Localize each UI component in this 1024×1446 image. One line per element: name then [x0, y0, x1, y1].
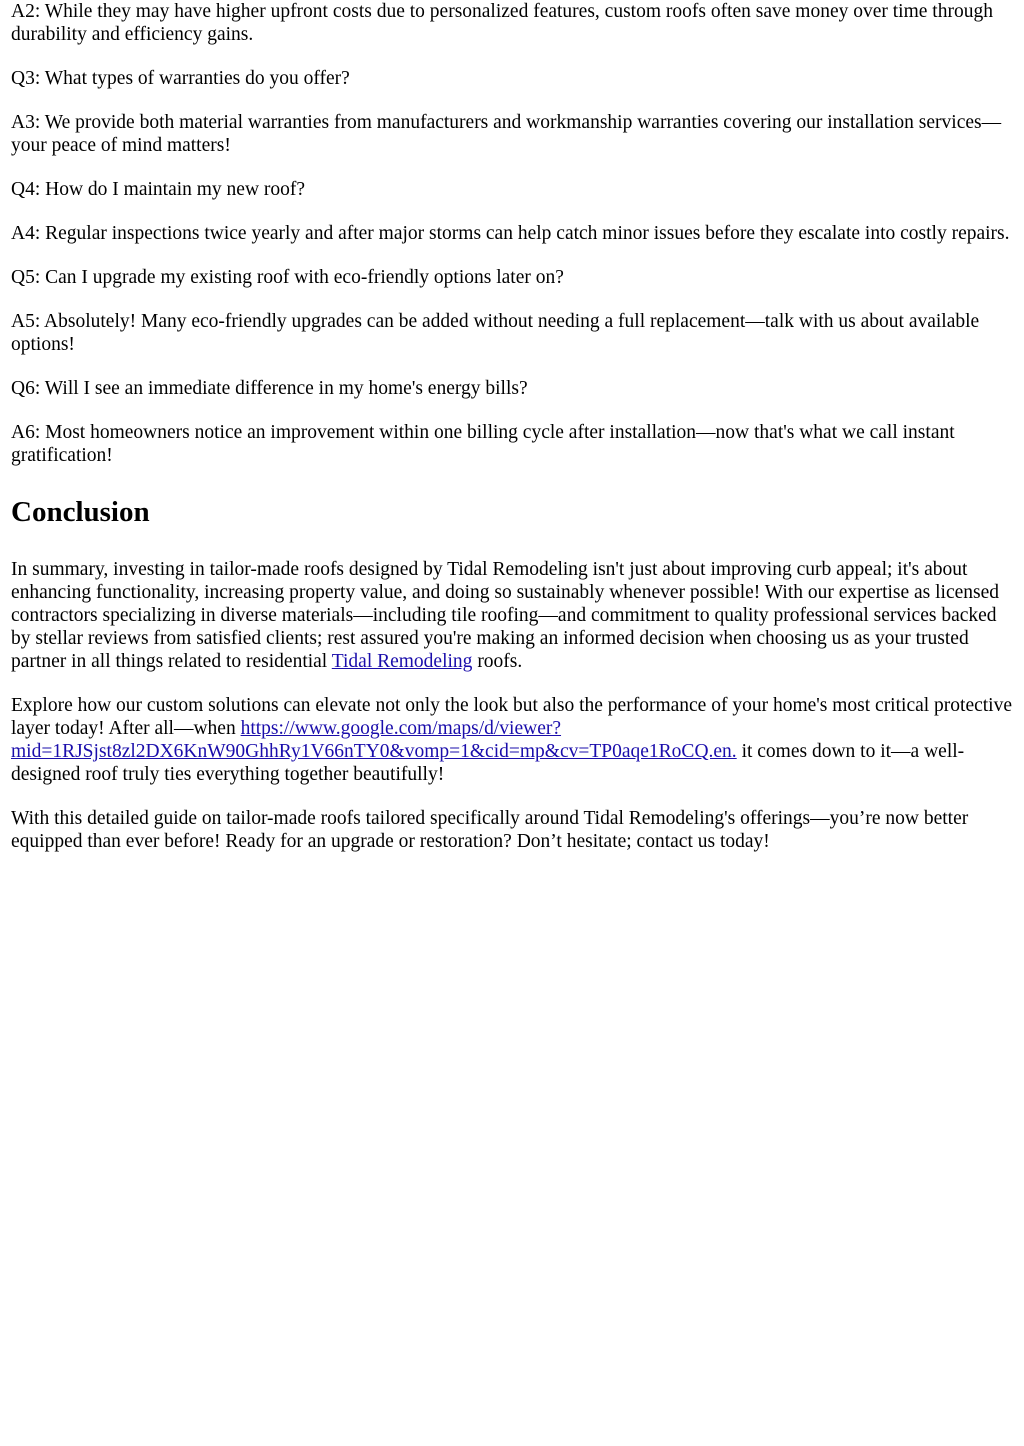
- conclusion-paragraph-3: With this detailed guide on tailor-made roofs tailored specifically around Tidal Remodeling's offerings—you’re now better equipped than ever before! Ready for an upgrade or restoration? Don’t hesitate; contact us today!: [11, 808, 969, 852]
- google-maps-link-line1: https://www.google.com/maps/d/viewer?: [240, 718, 562, 739]
- conclusion-p1-text-before: In summary, investing in tailor-made roofs designed by Tidal Remodeling isn't just about improving curb appeal; it's about enhancing functionality, increasing property value, and doing so sustainably whenever possible! With our expertise as licensed contractors specializing in diverse materials—including tile roofing—and commitment to quality professional services backed by stellar reviews from satisfied clients; rest assured you're making an informed decision when choosing us as your trusted partner in all things related to residential: [11, 559, 1000, 672]
- faq-answer-5: A5: Absolutely! Many eco-friendly upgrades can be added without needing a full replacement—talk with us about available options!: [11, 311, 980, 355]
- faq-question-5: Q5: Can I upgrade my existing roof with eco-friendly options later on?: [11, 267, 564, 288]
- conclusion-heading: Conclusion: [11, 496, 150, 528]
- conclusion-p2-text-after: it comes down to it—a well-designed roof truly ties everything together beautifully!: [11, 741, 965, 785]
- faq-question-4: Q4: How do I maintain my new roof?: [11, 179, 306, 200]
- faq-answer-2: A2: While they may have higher upfront costs due to personalized features, custom roofs often save money over time through durability and efficiency gains.: [11, 1, 993, 45]
- conclusion-p1-text-after: roofs.: [472, 651, 523, 672]
- faq-answer-6: A6: Most homeowners notice an improvement within one billing cycle after installation—now that's what we call instant gratification!: [11, 422, 955, 466]
- faq-answer-4: A4: Regular inspections twice yearly and after major storms can help catch minor issues before they escalate into costly repairs.: [11, 223, 1010, 244]
- tidal-remodeling-link[interactable]: Tidal Remodeling: [331, 651, 473, 672]
- conclusion-paragraph-2: [11, 694, 1013, 786]
- google-maps-link-line2: mid=1RJSjst8zl2DX6KnW90GhhRy1V66nTY0&vomp=1&cid=mp&cv=TP0aqe1RoCQ.en.: [11, 741, 737, 762]
- conclusion-p2-text-before: Explore how our custom solutions can elevate not only the look but also the performance of your home's most critical protective layer today! After all—when: [11, 695, 1013, 739]
- conclusion-paragraph-1: [11, 558, 1013, 673]
- faq-question-3: Q3: What types of warranties do you offer?: [11, 68, 350, 89]
- faq-question-6: Q6: Will I see an immediate difference in my home's energy bills?: [11, 378, 528, 399]
- faq-answer-3: A3: We provide both material warranties from manufacturers and workmanship warranties covering our installation services—your peace of mind matters!: [11, 112, 1002, 156]
